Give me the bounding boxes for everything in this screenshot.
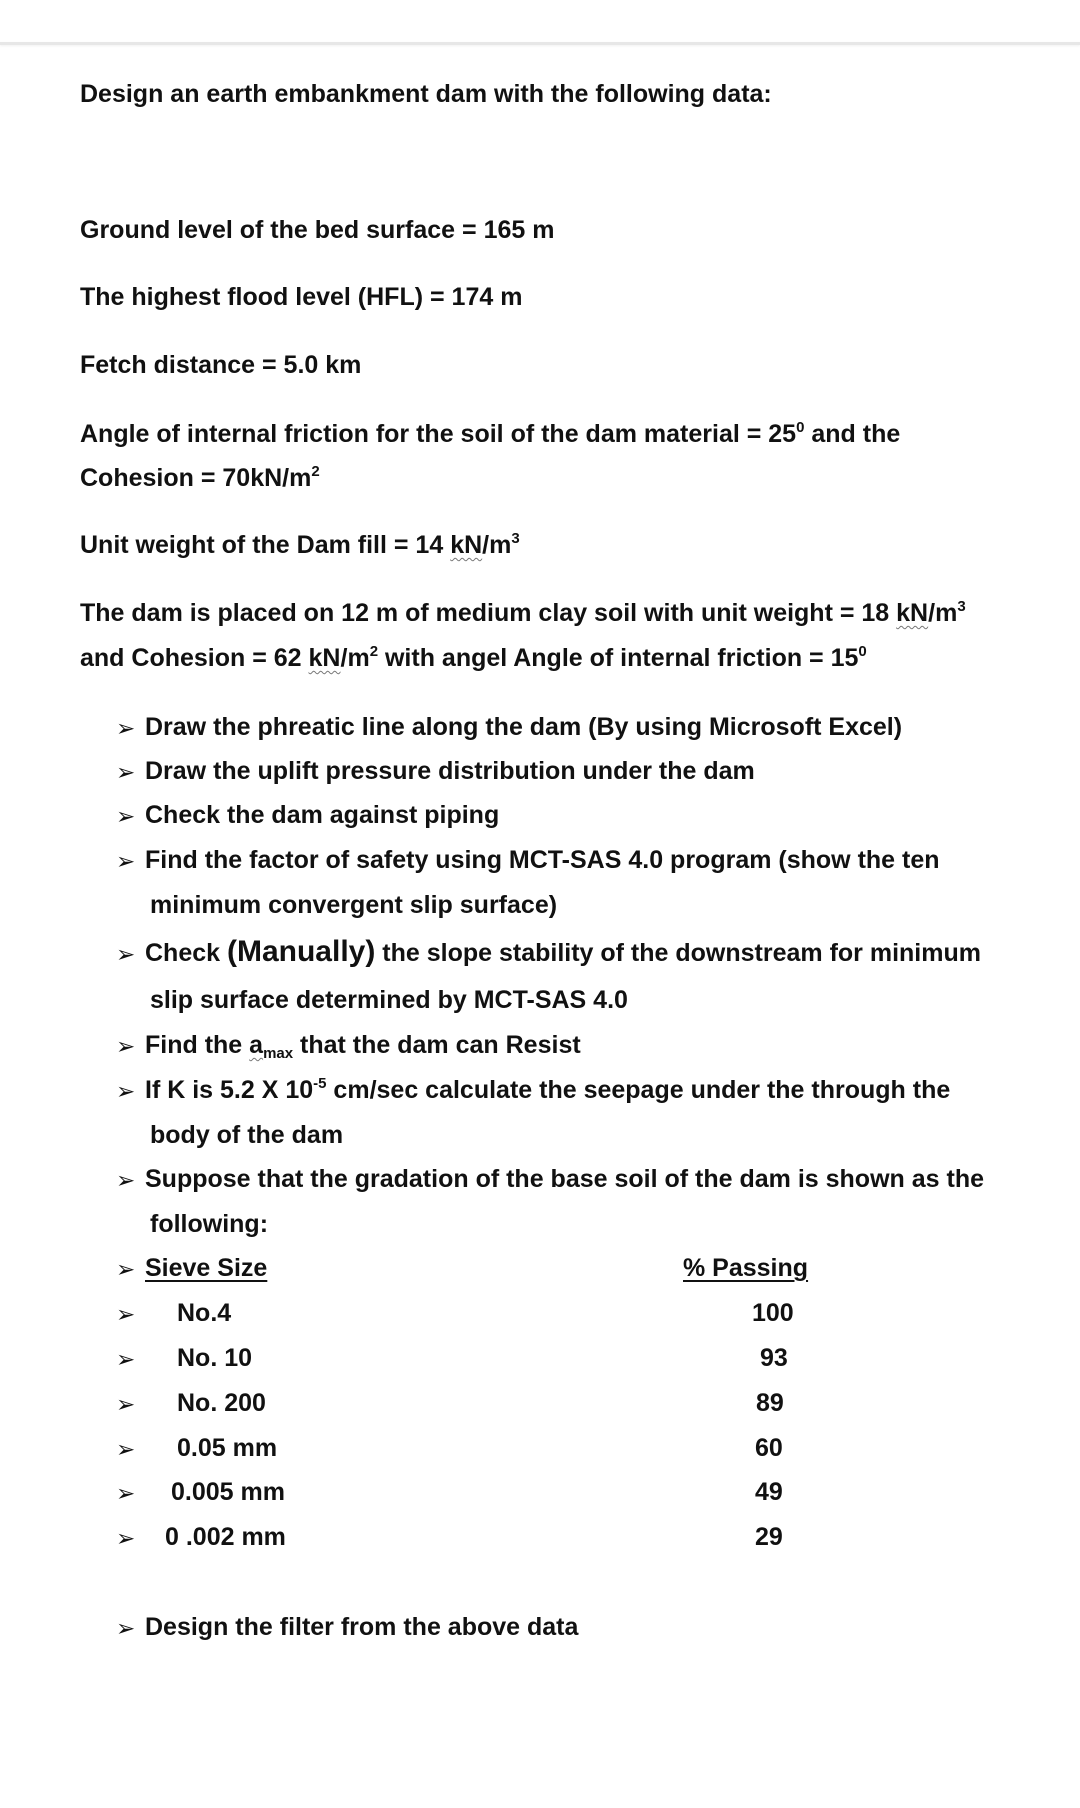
task-manual-line2: slip surface determined by MCT-SAS 4.0 [150, 986, 628, 1014]
document-title [80, 78, 772, 110]
foundation-line1-tail: /m [928, 599, 958, 627]
given-ground-level [80, 214, 554, 246]
unit-weight-unit: kN [450, 531, 483, 559]
bullet-arrow-icon: ➢ [116, 848, 136, 874]
bullet-arrow-icon: ➢ [116, 941, 136, 967]
given-foundation-line2 [80, 642, 867, 674]
amax-post: that the dam can Resist [293, 1031, 581, 1059]
seepage-exponent: -5 [313, 1075, 327, 1092]
cohesion-text: Cohesion = 70kN/m [80, 464, 312, 492]
gradation-header-passing: % Passing [683, 1254, 809, 1282]
foundation-line2-degree: 0 [858, 643, 867, 660]
amax-pre: Find the [145, 1031, 250, 1059]
bullet-arrow-icon: ➢ [116, 1525, 136, 1551]
unit-weight-tail: /m [482, 531, 512, 559]
passing-cell: 100 [752, 1299, 794, 1327]
foundation-line1-unit: kN [896, 599, 929, 627]
task-manual-check [145, 936, 981, 969]
sieve-size-cell: 0.05 mm [177, 1434, 278, 1462]
task-filter: Design the filter from the above data [145, 1613, 579, 1641]
bullet-arrow-icon: ➢ [116, 1391, 136, 1417]
given-fetch-text: Fetch distance = 5.0 km [80, 351, 362, 379]
cohesion-superscript: 2 [311, 463, 320, 480]
bullet-arrow-icon: ➢ [116, 715, 136, 741]
task-gradation-line1: Suppose that the gradation of the base soil of the dam is shown as the [145, 1165, 984, 1193]
unit-weight-superscript: 3 [511, 530, 520, 547]
given-foundation-line1 [80, 597, 966, 629]
foundation-line1-text: The dam is placed on 12 m of medium clay soil with unit weight = 18 [80, 599, 897, 627]
task-seepage [145, 1074, 950, 1106]
given-hfl [80, 281, 522, 313]
degree-superscript: 0 [796, 419, 805, 436]
task-amax [145, 1029, 581, 1061]
bullet-arrow-icon: ➢ [116, 803, 136, 829]
friction-text: Angle of internal friction for the soil of the dam material = 25 [80, 420, 797, 448]
seepage-post: cm/sec calculate the seepage under the through the [326, 1076, 951, 1104]
bullet-arrow-icon: ➢ [116, 1167, 136, 1193]
bullet-arrow-icon: ➢ [116, 1346, 136, 1372]
passing-cell: 29 [755, 1523, 783, 1551]
given-friction-angle [80, 418, 900, 450]
foundation-line2-text: and Cohesion = 62 [80, 644, 309, 672]
bullet-arrow-icon: ➢ [116, 1256, 136, 1282]
manual-post: the slope stability of the downstream for minimum [375, 939, 981, 967]
bullet-arrow-icon: ➢ [116, 1615, 136, 1641]
task-gradation-line2: following: [150, 1210, 269, 1238]
bullet-arrow-icon: ➢ [116, 1033, 136, 1059]
gradation-header-sieve: Sieve Size [145, 1254, 268, 1282]
task-phreatic: Draw the phreatic line along the dam (By using Microsoft Excel) [145, 713, 903, 741]
given-fetch [80, 349, 361, 381]
task-seepage-line2: body of the dam [150, 1121, 344, 1149]
given-hfl-text: The highest flood level (HFL) = 174 m [80, 283, 523, 311]
sieve-size-cell: No.4 [177, 1299, 232, 1327]
passing-cell: 60 [755, 1434, 783, 1462]
bullet-arrow-icon: ➢ [116, 1078, 136, 1104]
task-uplift: Draw the uplift pressure distribution under the dam [145, 757, 755, 785]
sieve-size-cell: 0 .002 mm [165, 1523, 286, 1551]
bullet-arrow-icon: ➢ [116, 1436, 136, 1462]
manual-emphasis: (Manually) [226, 935, 376, 968]
amax-subscript: max [263, 1045, 294, 1062]
task-piping: Check the dam against piping [145, 801, 500, 829]
manual-pre: Check [145, 939, 227, 967]
foundation-line2-superscript: 2 [369, 643, 379, 660]
sieve-size-cell: 0.005 mm [171, 1478, 285, 1506]
sieve-size-cell: No. 10 [177, 1344, 253, 1372]
task-fos-line2: minimum convergent slip surface) [150, 891, 558, 919]
passing-cell: 89 [756, 1389, 784, 1417]
given-cohesion [80, 462, 320, 494]
passing-cell: 93 [760, 1344, 788, 1372]
foundation-line1-superscript: 3 [957, 598, 966, 615]
friction-tail: and the [804, 420, 901, 448]
bullet-arrow-icon: ➢ [116, 1480, 136, 1506]
foundation-line2-tail: /m [340, 644, 370, 672]
seepage-pre: If K is 5.2 X 10 [145, 1076, 314, 1104]
sieve-size-cell: No. 200 [177, 1389, 266, 1417]
given-unit-weight [80, 529, 520, 561]
bullet-arrow-icon: ➢ [116, 1301, 136, 1327]
foundation-line2-rest: with angel Angle of internal friction = 15 [378, 644, 859, 672]
foundation-line2-unit: kN [308, 644, 341, 672]
document-title-text: Design an earth embankment dam with the following data: [80, 80, 772, 108]
top-divider [0, 42, 1080, 45]
given-ground-level-text: Ground level of the bed surface = 165 m [80, 216, 555, 244]
task-fos-line1: Find the factor of safety using MCT-SAS 4.0 program (show the ten [145, 846, 940, 874]
bullet-arrow-icon: ➢ [116, 759, 136, 785]
amax-a: a [249, 1031, 264, 1059]
passing-cell: 49 [755, 1478, 783, 1506]
amax-symbol [249, 1031, 294, 1062]
unit-weight-text: Unit weight of the Dam fill = 14 [80, 531, 451, 559]
